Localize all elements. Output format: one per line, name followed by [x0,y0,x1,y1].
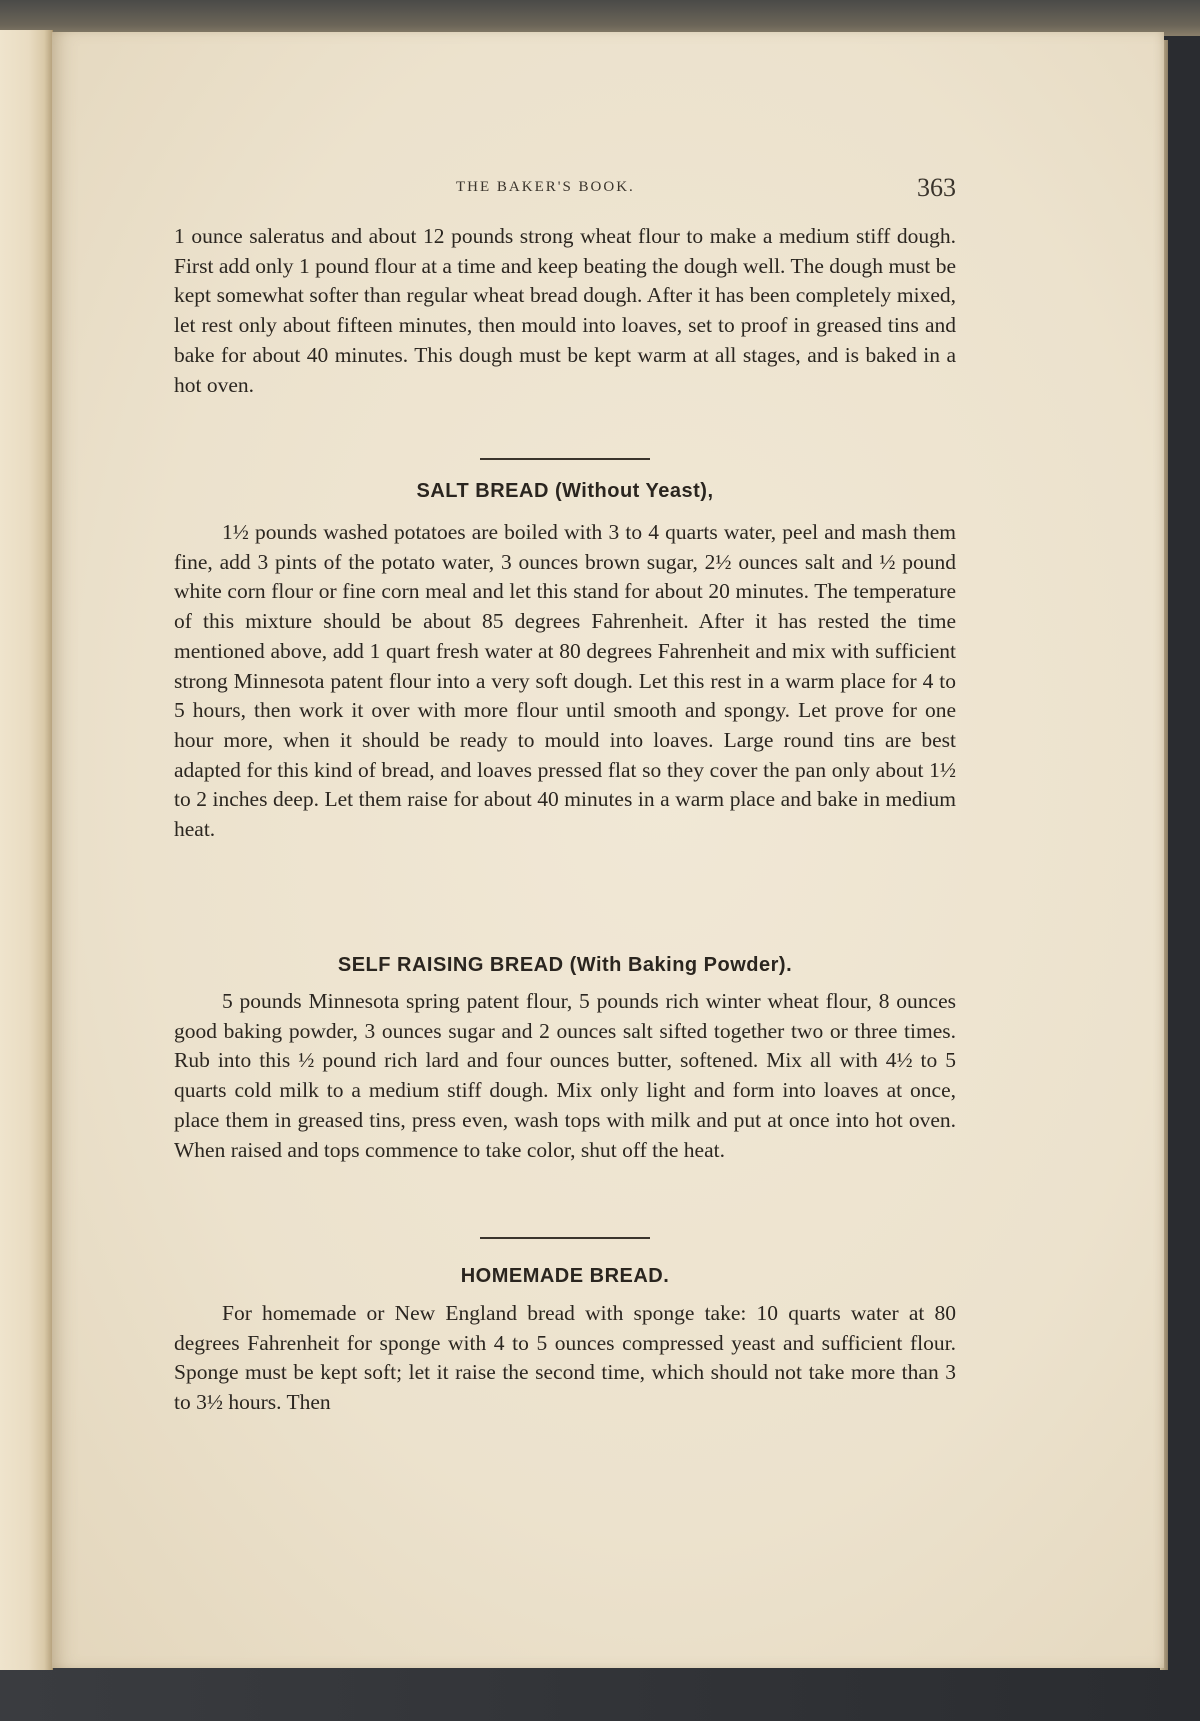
paragraph-homemade-bread: For homemade or New England bread with sponge take: 10 quarts water at 80 degrees Fahrenheit for sponge with 4 to 5 ounces compressed yeast and sufficient flour. Sponge must be kept soft; let it raise the second time, which should not take more than 3 to 3½ hours. Then [174,1301,956,1415]
paragraph-salt-bread: 1½ pounds washed potatoes are boiled with 3 to 4 quarts water, peel and mash them fine, add 3 pints of the potato water, 3 ounces brown sugar, 2½ ounces salt and ½ pound white corn flour or fine corn meal and let this stand for about 20 minutes. The temperature of this mixture should be about 85 degrees Fahrenheit. After it has rested the time mentioned above, add 1 quart fresh water at 80 degrees Fahrenheit and mix with sufficient strong Minnesota patent flour into a very soft dough. Let this rest in a warm place for 4 to 5 hours, then work it over with more flour until smooth and spongy. Let prove for one hour more, when it should be ready to mould into loaves. Large round tins are best adapted for this kind of bread, and loaves pressed flat so they cover the pan only about 1½ to 2 inches deep. Let them raise for about 40 minutes in a warm place and bake in medium heat. [174,520,956,842]
section-divider [480,1237,650,1239]
running-head [174,175,956,205]
heading-homemade-bread: HOMEMADE BREAD. [460,1265,670,1287]
running-head-title: THE BAKER'S BOOK. [456,179,635,195]
book-page [52,32,1164,1668]
heading-salt-bread: SALT BREAD (Without Yeast), [416,480,714,502]
page-number: 363 [917,173,956,202]
paragraph-self-raising-bread: 5 pounds Minnesota spring patent flour, 5 pounds rich winter wheat flour, 8 ounces good baking powder, 3 ounces sugar and 2 ounces salt sifted together two or three times. Rub into this ½ pound rich lard and four ounces butter, softened. Mix all with 4½ to 5 quarts cold milk to a medium stiff dough. Mix only light and form into loaves at once, place them in greased tins, press even, wash tops with milk and put at once into hot oven. When raised and tops commence to take color, shut off the heat. [174,989,956,1162]
heading-self-raising-bread: SELF RAISING BREAD (With Baking Powder). [337,954,793,976]
paragraph-saleratus: 1 ounce saleratus and about 12 pounds strong wheat flour to make a medium stiff dough. First add only 1 pound flour at a time and keep beating the dough well. The dough must be kept somewhat softer than regular wheat bread dough. After it has been completely mixed, let rest only about fifteen minutes, then mould into loaves, set to proof in greased tins and bake for about 40 minutes. This dough must be kept warm at all stages, and is baked in a hot oven. [174,224,956,397]
previous-page-edge [0,30,53,1670]
book-top-edge [0,0,1200,36]
section-divider [480,458,650,460]
